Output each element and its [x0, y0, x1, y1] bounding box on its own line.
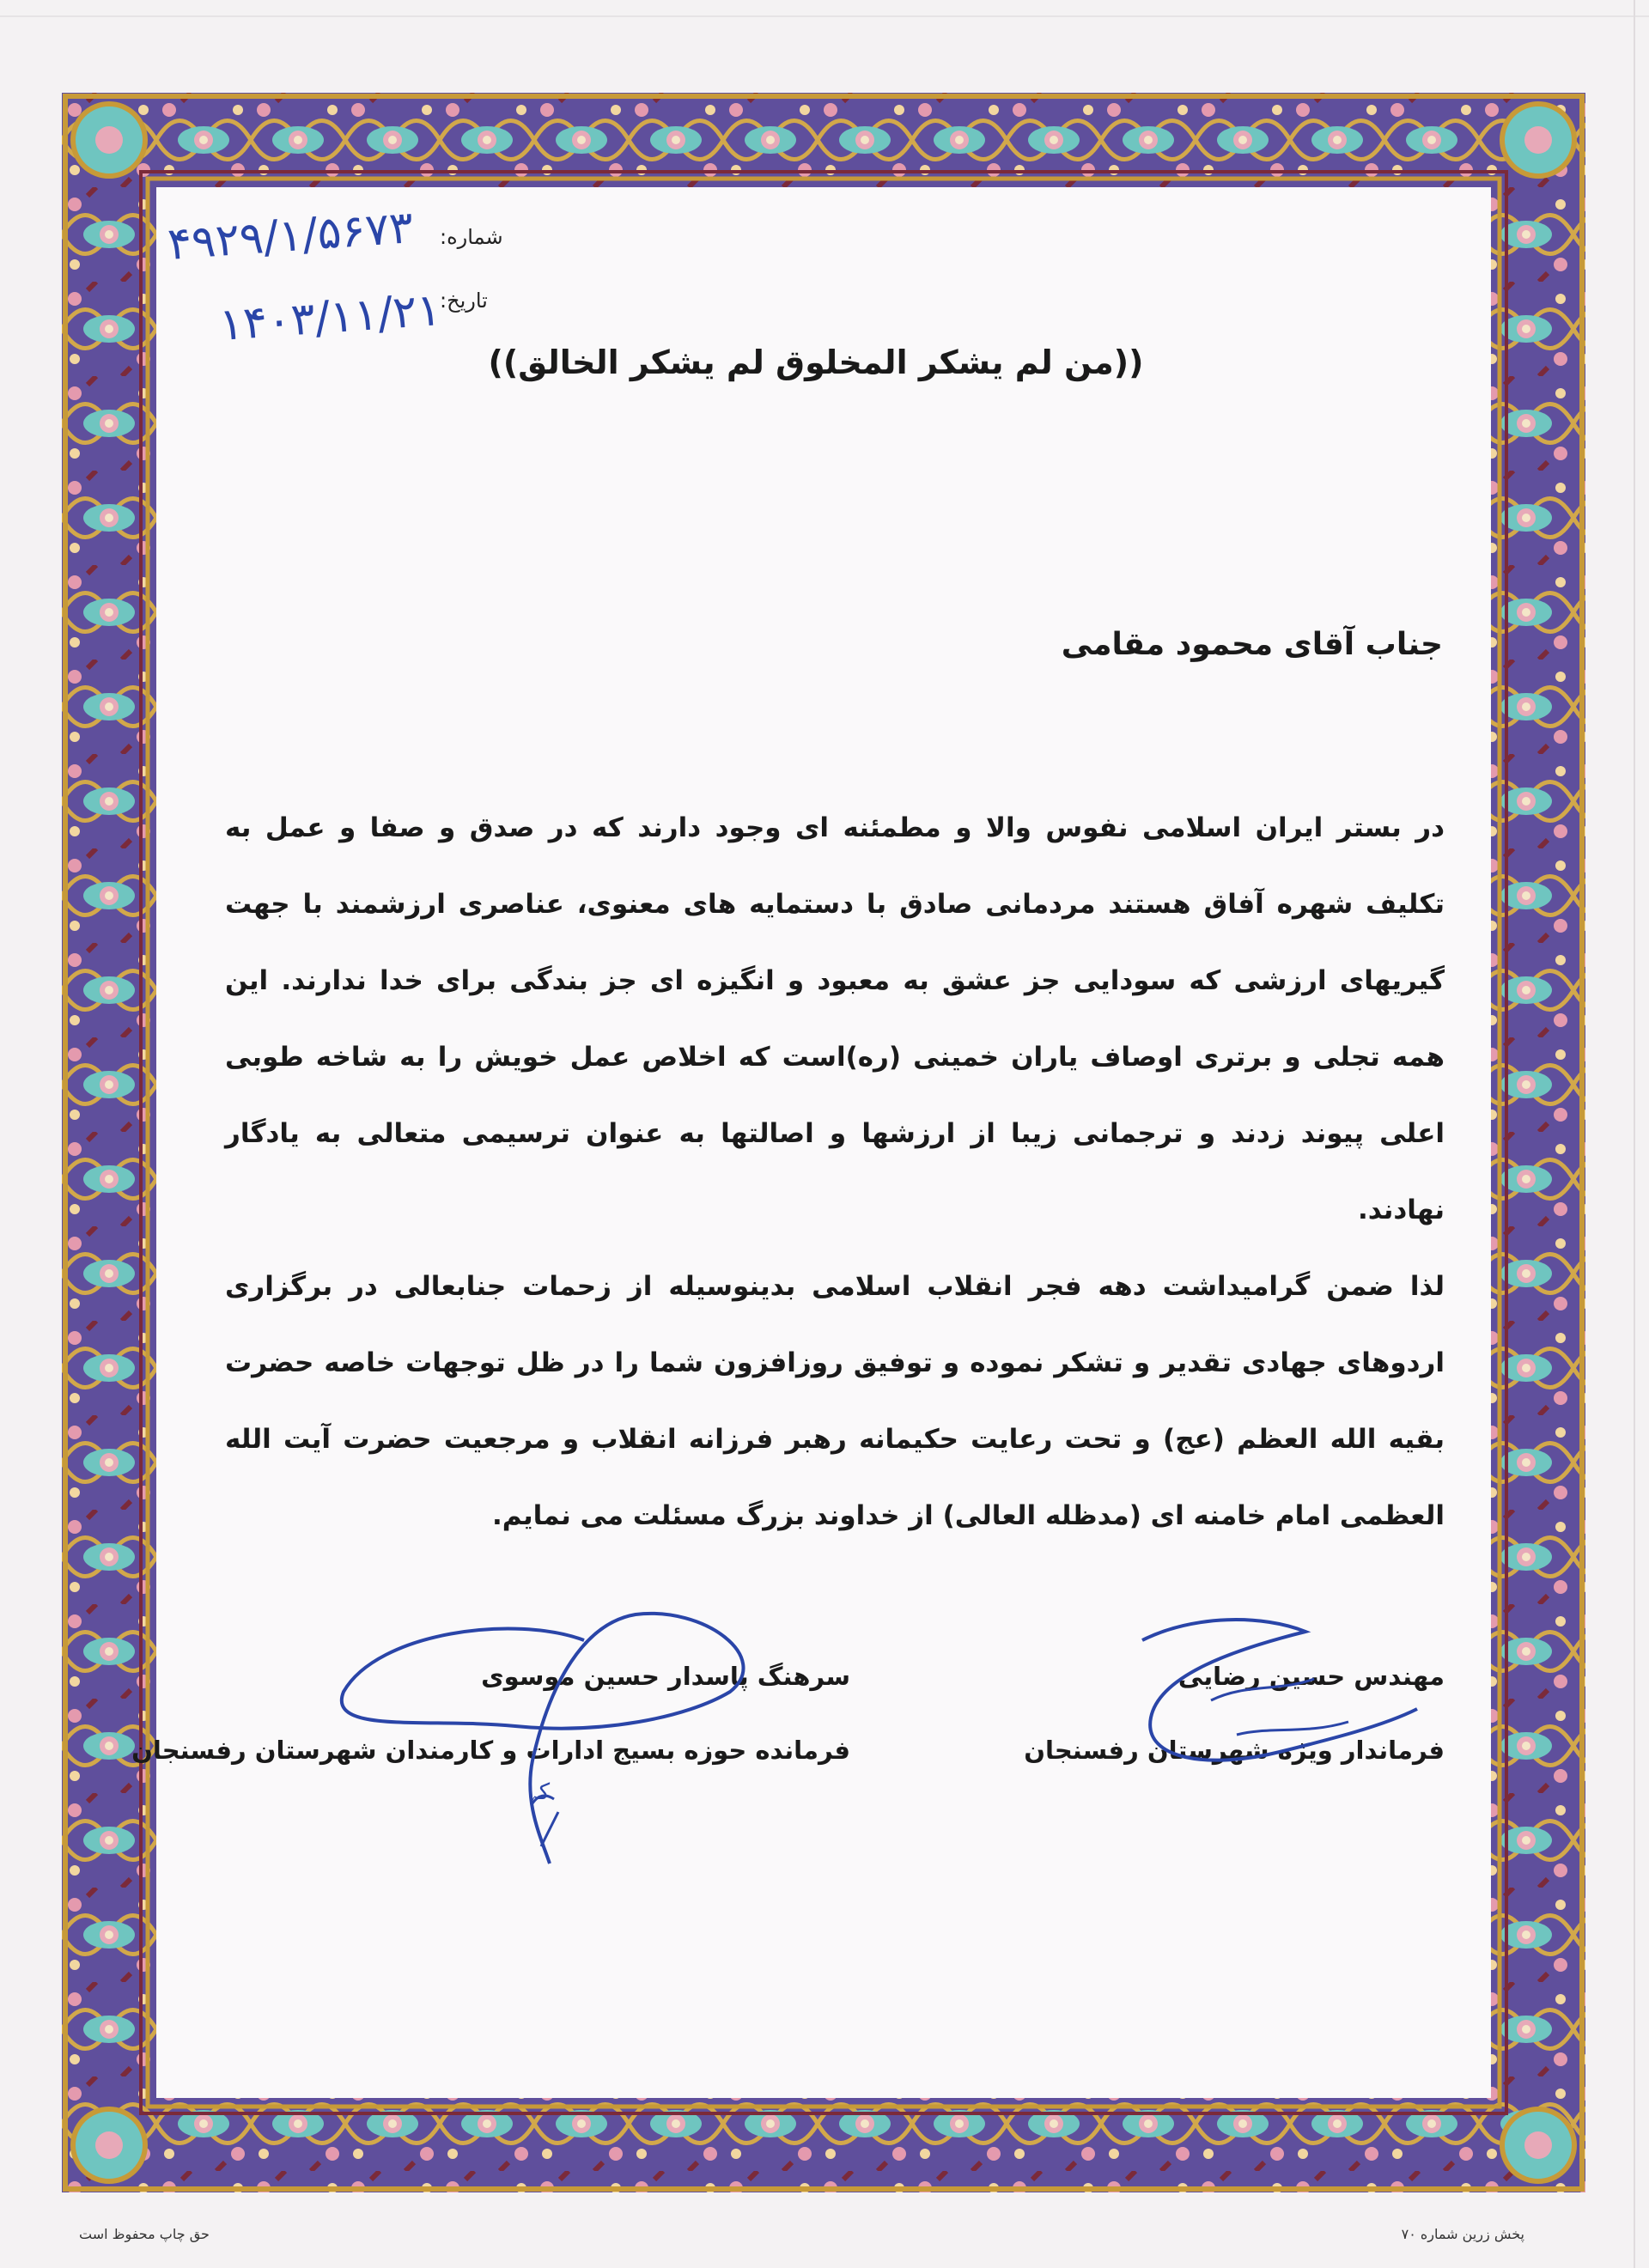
date-value: ۱۴۰۳/۱۱/۲۱ [217, 284, 443, 351]
paragraph: لذا ضمن گرامیداشت دهه فجر انقلاب اسلامی بدینوسیله از زحمات جنابعالی در برگزاری اردوهای جهادی تقدیر و تشکر نموده و توفیق روزافزون شما را در ظل توجهات خاصه حضرت بقیه الله العظم (عج) و تحت رعایت حکیمانه رهبر فرزانه انقلاب و مرجعیت حضرت آیت الله العظمی امام خامنه ای (مدظله العالی) از خداوند بزرگ مسئلت می نمایم. [225, 1271, 1445, 1531]
signer-name: مهندس حسین رضایی [1177, 1662, 1445, 1691]
signature-scribble-right [1108, 1597, 1434, 1803]
signer-title: فرمانده حوزه بسیج ادارات و کارمندان شهرستان رفسنجان [131, 1736, 850, 1765]
copyright-note: حق چاپ محفوظ است [79, 2226, 210, 2242]
reference-number: ۴۹۲۹/۱/۵۶۷۳ [166, 202, 416, 271]
addressee: جناب آقای محمود مقامی [1061, 627, 1443, 662]
svg-text:ﮐﮧ: ﮐﮧ [531, 1779, 551, 1805]
scan-edge [0, 15, 1649, 17]
letter-body [225, 790, 1445, 1554]
page-title: ((من لم یشکر المخلوق لم یشکر الخالق)) [488, 344, 1144, 381]
signer-name: سرهنگ پاسدار حسین موسوی [481, 1662, 850, 1691]
number-label: شماره: [440, 225, 503, 249]
print-note: پخش زرین شماره ۷۰ [1401, 2226, 1524, 2242]
date-label: تاریخ: [440, 289, 488, 313]
scan-edge [1634, 0, 1635, 2268]
signer-title: فرماندار ویژه شهرستان رفسنجان [1024, 1736, 1445, 1765]
paragraph: در بستر ایران اسلامی نفوس والا و مطمئنه ای وجود دارند که در صدق و صفا و عمل به تکلیف شهره آفاق هستند مردمانی صادق با دستمایه های معنوی، عناصری ارزشمند با جهت گیریهای ارزشی که سودایی جز عشق به معبود و انگیزه ای جز بندگی برای خدا ندارند. این همه تجلی و برتری اوصاف یاران خمینی (ره)است که اخلاص عمل خویش را به شاخه طوبی اعلی پیوند زدند و ترجمانی زیبا از ارزشها و اصالتها به عنوان ترسیمی متعالی به یادگار نهادند. [225, 812, 1445, 1225]
signature-scribble-left [326, 1589, 807, 1872]
